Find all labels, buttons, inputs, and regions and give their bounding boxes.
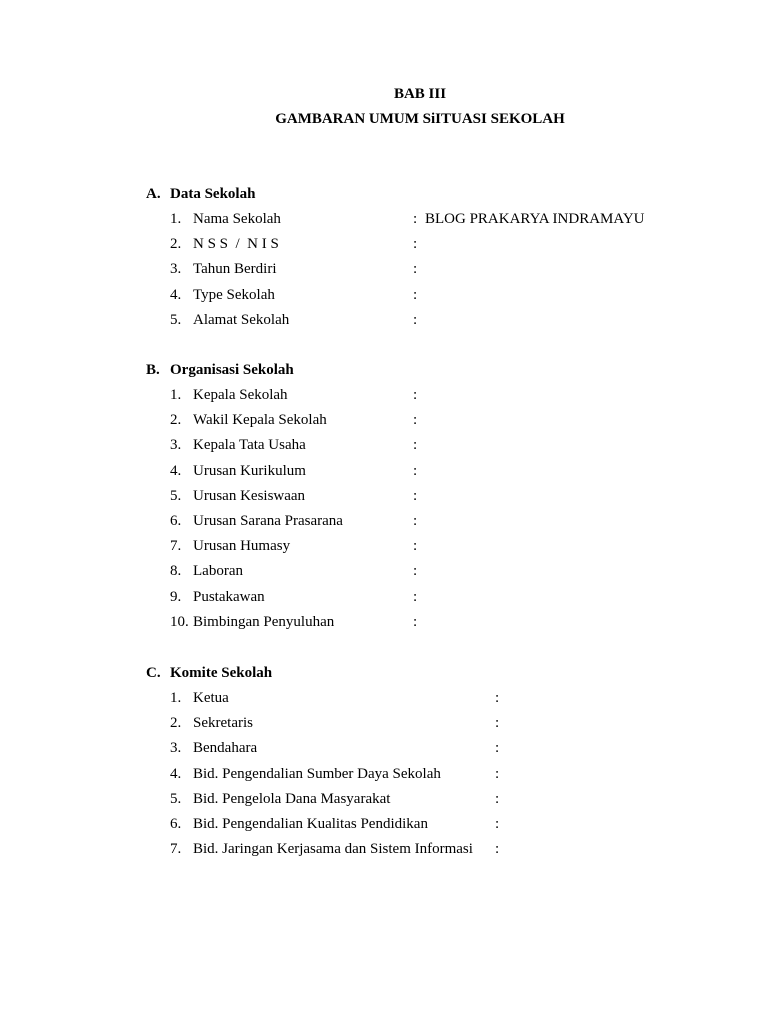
item-separator: : — [495, 715, 500, 732]
item-label: Urusan Kurikulum — [193, 462, 306, 479]
section-letter: B. — [146, 362, 160, 378]
item-number: 4. — [170, 462, 182, 479]
item-label: Pustakawan — [193, 588, 265, 605]
item-number: 4. — [170, 286, 182, 303]
section-heading — [146, 186, 255, 203]
list-item — [170, 816, 500, 833]
section-title: Data Sekolah — [170, 186, 256, 202]
item-number: 7. — [170, 841, 182, 858]
chapter-label: BAB III — [393, 86, 447, 102]
item-number: 3. — [170, 740, 182, 757]
item-label: Alamat Sekolah — [193, 311, 290, 328]
item-label: Kepala Sekolah — [193, 387, 288, 403]
list-item — [170, 513, 418, 530]
item-number: 7. — [170, 538, 182, 555]
item-number: 6. — [170, 816, 182, 832]
item-number: 4. — [170, 765, 182, 782]
item-number: 2. — [170, 412, 182, 429]
item-number: 3. — [170, 261, 182, 278]
list-item — [170, 715, 500, 732]
list-item — [170, 841, 500, 858]
item-number: 5. — [170, 790, 182, 807]
list-item — [170, 236, 418, 253]
item-label: Bid. Pengendalian Sumber Daya Sekolah — [193, 765, 441, 782]
item-number: 9. — [170, 588, 182, 605]
list-item — [170, 286, 418, 304]
list-item — [170, 740, 500, 757]
item-number: 8. — [170, 563, 182, 580]
item-separator: : — [413, 563, 418, 580]
section-letter: A. — [146, 186, 161, 202]
item-label: Kepala Tata Usaha — [193, 437, 306, 454]
list-item — [170, 588, 418, 606]
section-letter: C. — [146, 665, 161, 681]
list-item — [170, 538, 418, 555]
section-title: Organisasi Sekolah — [170, 362, 294, 378]
item-label: Tahun Berdiri — [193, 261, 277, 278]
item-separator: : — [413, 236, 418, 253]
list-item — [170, 563, 418, 580]
item-label: Urusan Humasy — [193, 538, 291, 555]
list-item — [170, 387, 418, 404]
section-heading — [146, 665, 272, 682]
list-item — [170, 487, 418, 505]
item-separator: : — [413, 588, 418, 605]
item-number: 5. — [170, 311, 182, 328]
item-label: Bendahara — [193, 740, 258, 757]
list-item — [170, 311, 418, 329]
item-number: 5. — [170, 487, 182, 504]
item-number: 1. — [170, 690, 182, 706]
list-item — [170, 462, 418, 480]
list-item — [170, 613, 418, 631]
list-item — [170, 790, 500, 808]
item-label: Bid. Pengelola Dana Masyarakat — [193, 790, 391, 807]
list-item — [170, 261, 418, 278]
item-separator: : — [413, 513, 418, 529]
item-separator: : — [413, 538, 418, 555]
item-separator: : — [495, 690, 500, 706]
item-separator: : — [413, 437, 418, 454]
item-number: 1. — [170, 211, 182, 227]
item-label: Nama Sekolah — [193, 211, 281, 227]
item-number: 2. — [170, 715, 182, 732]
item-separator: : — [495, 740, 500, 757]
item-label: Urusan Kesiswaan — [193, 487, 306, 504]
item-separator: : — [413, 211, 418, 227]
item-separator: : — [495, 841, 500, 858]
item-label: N S S / N I S — [193, 236, 279, 253]
item-separator: : — [413, 311, 418, 328]
item-value: BLOG PRAKARYA INDRAMAYU — [425, 211, 645, 227]
list-item — [170, 437, 418, 454]
item-label: Bid. Pengendalian Kualitas Pendidikan — [193, 816, 428, 832]
item-label: Wakil Kepala Sekolah — [193, 412, 327, 429]
item-number: 1. — [170, 387, 182, 403]
item-separator: : — [495, 765, 500, 782]
list-item — [170, 690, 500, 707]
item-separator: : — [413, 286, 418, 303]
list-item — [170, 211, 645, 228]
item-number: 3. — [170, 437, 182, 454]
item-number: 6. — [170, 513, 182, 529]
item-separator: : — [413, 261, 418, 278]
item-label: Type Sekolah — [193, 286, 275, 303]
list-item — [170, 765, 500, 783]
item-number: 10. — [170, 613, 189, 630]
section-title: Komite Sekolah — [170, 665, 273, 681]
item-separator: : — [495, 790, 500, 807]
list-item — [170, 412, 418, 429]
item-separator: : — [413, 387, 418, 403]
item-label: Ketua — [193, 690, 229, 706]
item-label: Sekretaris — [193, 715, 253, 732]
item-label: Bimbingan Penyuluhan — [193, 613, 335, 630]
item-label: Bid. Jaringan Kerjasama dan Sistem Informasi — [193, 841, 473, 858]
item-separator: : — [413, 462, 418, 479]
item-number: 2. — [170, 236, 182, 253]
item-separator: : — [413, 487, 418, 504]
item-label: Urusan Sarana Prasarana — [193, 513, 343, 529]
item-separator: : — [495, 816, 500, 832]
chapter-title: GAMBARAN UMUM SiITUASI SEKOLAH — [275, 111, 565, 127]
item-label: Laboran — [193, 563, 243, 580]
item-separator: : — [413, 613, 418, 630]
section-heading — [146, 362, 294, 379]
item-separator: : — [413, 412, 418, 429]
